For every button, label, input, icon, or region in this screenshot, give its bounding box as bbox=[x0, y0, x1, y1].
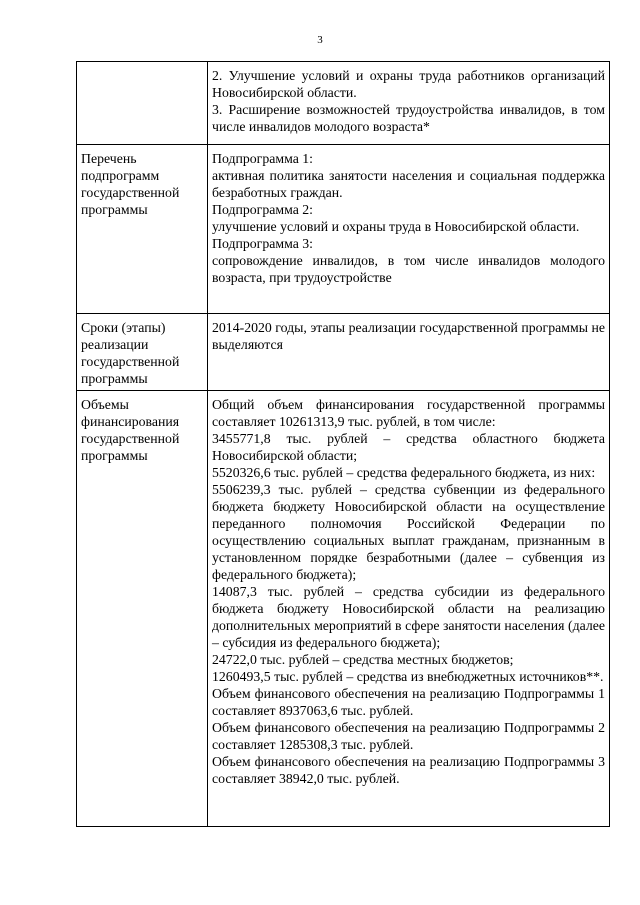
subprogram-1-text: активная политика занятости населения и социальная поддержка безработных граждан. bbox=[212, 168, 605, 200]
funding-subprogram-2: Объем финансового обеспечения на реализацию Подпрограммы 2 составляет 1285308,3 тыс. рублей. bbox=[212, 720, 605, 752]
row-content-terms bbox=[208, 314, 610, 391]
row-label-funding: Объемы финансирования государственной программы bbox=[77, 391, 208, 827]
row-label-terms: Сроки (этапы) реализации государственной программы bbox=[77, 314, 208, 391]
task-item-3: 3. Расширение возможностей трудоустройства инвалидов, в том числе инвалидов молодого возраста* bbox=[212, 102, 605, 134]
row-content-funding bbox=[208, 391, 610, 827]
program-passport-table bbox=[76, 61, 610, 827]
funding-extrabudgetary: 1260493,5 тыс. рублей – средства из внебюджетных источников**. bbox=[212, 669, 604, 684]
funding-regional-budget: 3455771,8 тыс. рублей – средства областного бюджета Новосибирской области; bbox=[212, 431, 605, 463]
row-content-tasks bbox=[208, 62, 610, 145]
subprogram-2-text: улучшение условий и охраны труда в Новосибирской области. bbox=[212, 219, 580, 234]
table-row-terms bbox=[77, 314, 610, 391]
funding-local-budgets: 24722,0 тыс. рублей – средства местных бюджетов; bbox=[212, 652, 514, 667]
row-label-subprograms: Перечень подпрограмм государственной программы bbox=[77, 145, 208, 314]
funding-subprogram-3: Объем финансового обеспечения на реализацию Подпрограммы 3 составляет 38942,0 тыс. рублей. bbox=[212, 754, 605, 786]
task-item-2: 2. Улучшение условий и охраны труда работников организаций Новосибирской области. bbox=[212, 68, 605, 100]
funding-subprogram-1: Объем финансового обеспечения на реализацию Подпрограммы 1 составляет 8937063,6 тыс. рублей. bbox=[212, 686, 605, 718]
row-label-tasks bbox=[77, 62, 208, 145]
table-row-funding bbox=[77, 391, 610, 827]
subprogram-3-heading: Подпрограмма 3: bbox=[212, 236, 314, 251]
funding-federal-budget: 5520326,6 тыс. рублей – средства федерального бюджета, из них: bbox=[212, 465, 596, 480]
funding-total: Общий объем финансирования государственной программы составляет 10261313,9 тыс. рублей, в том числе: bbox=[212, 397, 605, 429]
subprogram-2-heading: Подпрограмма 2: bbox=[212, 202, 314, 217]
subprogram-1-heading: Подпрограмма 1: bbox=[212, 151, 314, 166]
table-row-subprograms bbox=[77, 145, 610, 314]
funding-federal-subsidy: 14087,3 тыс. рублей – средства субсидии из федерального бюджета бюджету Новосибирской области на реализацию дополнительных мероприятий в сфере занятости населения (далее – субсидия из федерального бюджета); bbox=[212, 584, 605, 650]
page-number: 3 bbox=[317, 34, 323, 46]
subprogram-3-text: сопровождение инвалидов, в том числе инвалидов молодого возраста, при трудоустройстве bbox=[212, 253, 605, 285]
row-content-subprograms bbox=[208, 145, 610, 314]
funding-federal-subvention: 5506239,3 тыс. рублей – средства субвенции из федерального бюджета бюджету Новосибирской области на осуществление переданного полномочия Российской Федерации по осуществлению социальных выплат гражданам, признанным в установленном порядке безработными (далее – субвенция из федерального бюджета); bbox=[212, 482, 605, 582]
table-row-tasks bbox=[77, 62, 610, 145]
terms-text: 2014-2020 годы, этапы реализации государственной программы не выделяются bbox=[212, 320, 605, 352]
